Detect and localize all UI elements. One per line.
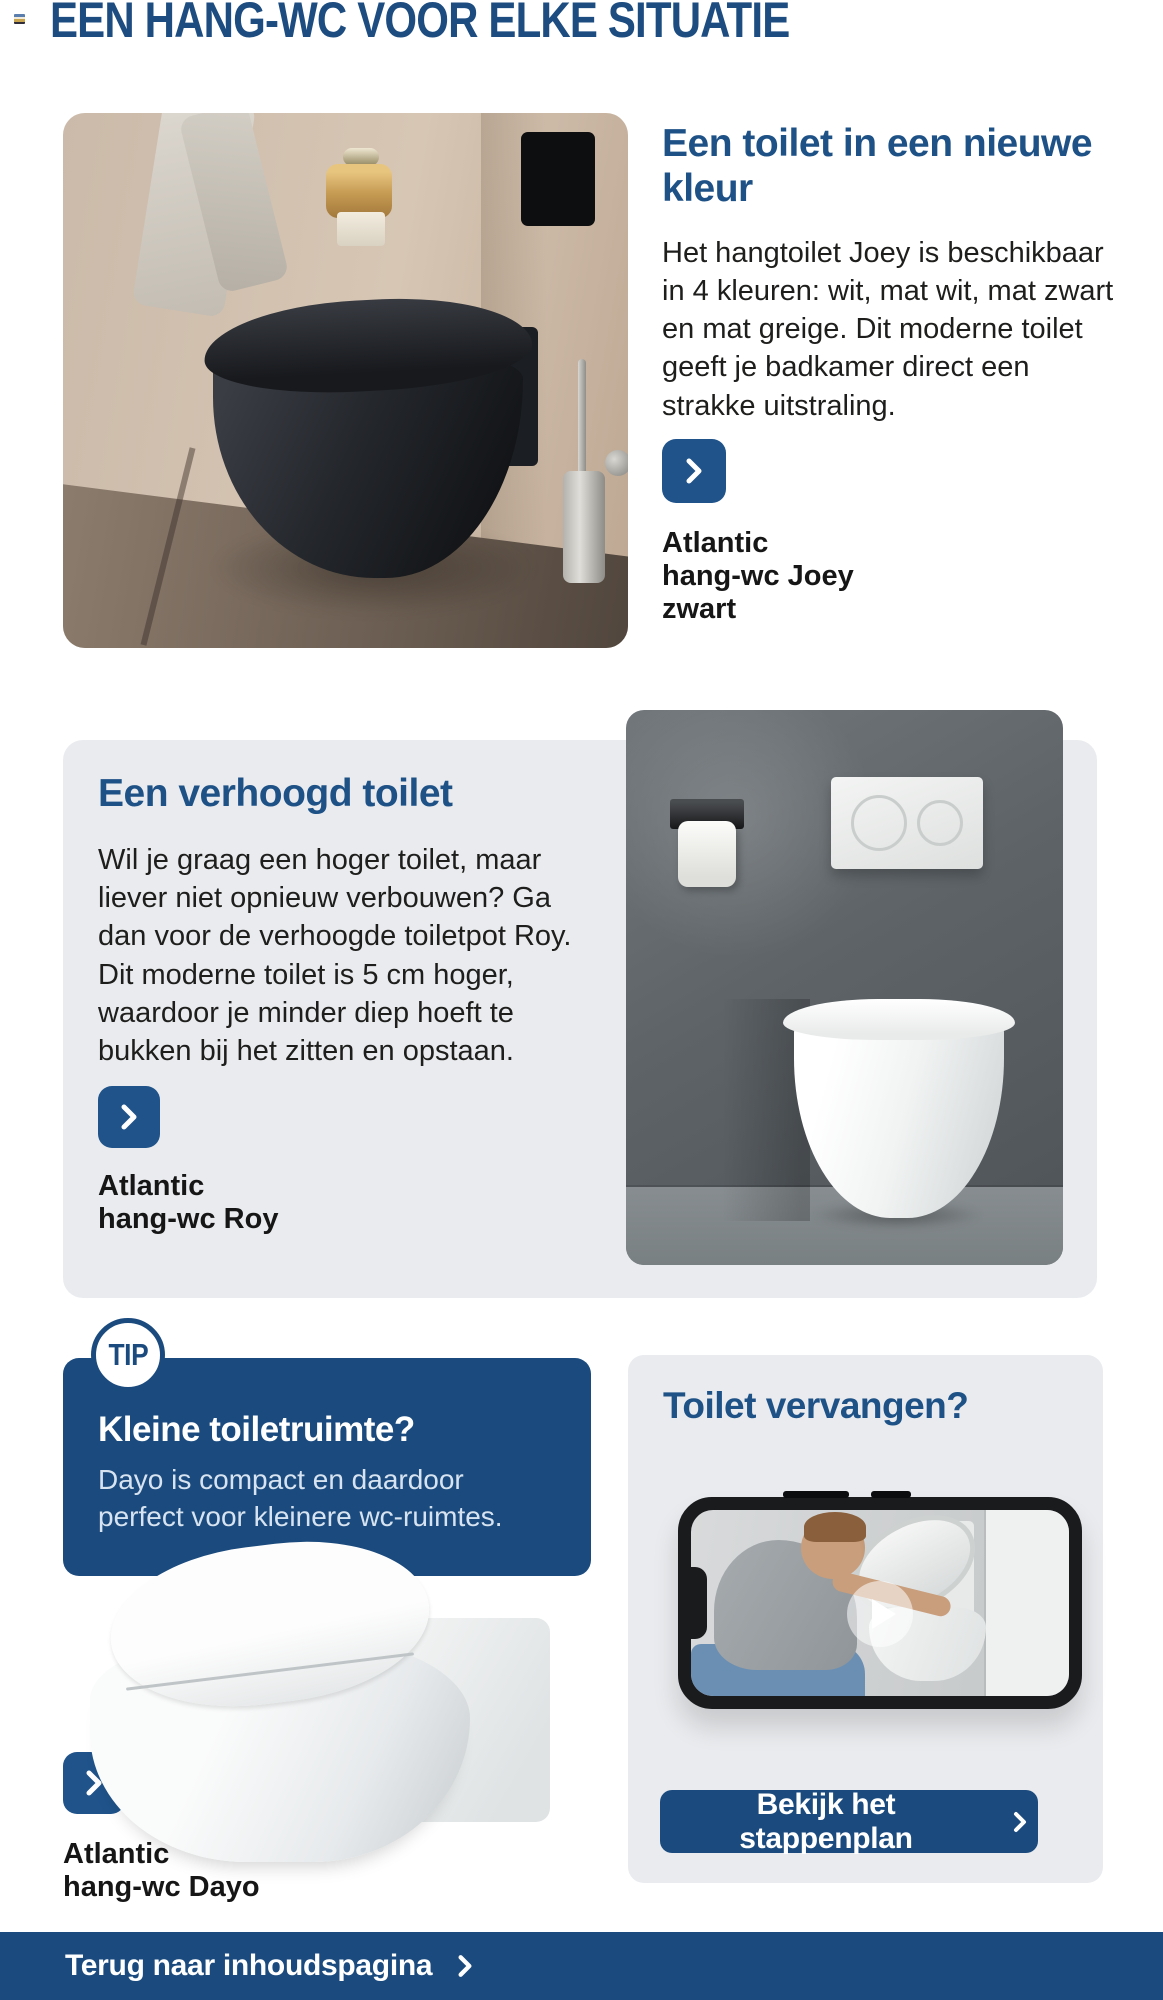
play-triangle [872, 1599, 896, 1629]
photo-roy-white-toilet [626, 710, 1063, 1265]
tip-badge-label: TIP [108, 1337, 148, 1372]
section-roy-heading: Een verhoogd toilet [98, 772, 453, 815]
footer-back-label: Terug naar inhoudspagina [65, 1949, 433, 1982]
section-roy-text [98, 772, 603, 1237]
product-label-line: Atlantic [63, 1838, 170, 1870]
vervangen-card [628, 1355, 1103, 1883]
section-joey-body: Het hangtoilet Joey is beschikbaar in 4 kleuren: wit, mat wit, mat zwart en mat greige. Dit moderne toilet geeft je badkamer direct een strakke uitstraling. [662, 236, 1114, 422]
phone-side-button [783, 1491, 849, 1498]
product-label-line: hang-wc Joey [662, 560, 854, 593]
section-roy-body: Wil je graag een hoger toilet, maar liever niet opnieuw verbouwen? Ga dan voor de verhoogde toiletpot Roy. Dit moderne toilet is 5 cm hoger, waardoor je minder diep hoeft te bukken bij het zitten en opstaan. [98, 843, 572, 1068]
section-joey-text [662, 122, 1122, 626]
product-label-line: Atlantic [98, 1170, 205, 1203]
black-flush-plate [521, 132, 595, 226]
stappenplan-button[interactable] [660, 1787, 1038, 1855]
corner-mark-stripe [14, 22, 25, 25]
white-toilet-lid [783, 999, 1015, 1041]
stappenplan-button-label: Bekijk het stappenplan [739, 1787, 913, 1855]
dayo-card-heading: Kleine toiletruimte? [98, 1410, 415, 1449]
arrow-right-icon [679, 456, 709, 486]
footer-back-link[interactable] [0, 1932, 1163, 2000]
phone-notch [690, 1567, 707, 1639]
video-still [691, 1510, 1069, 1696]
tip-badge [91, 1318, 165, 1392]
joey-product-label [662, 527, 1122, 626]
chevron-right-icon [432, 1953, 478, 1979]
toilet-paper-flap [337, 212, 385, 246]
toilet-paper-roll [678, 821, 736, 887]
roy-product-label [98, 1170, 603, 1236]
page-title: EEN HANG-WC VOOR ELKE SITUATIE [50, 0, 790, 48]
joey-product-link-button[interactable] [662, 439, 726, 503]
toilet-brush-holder [563, 471, 605, 583]
flush-button-large [851, 795, 907, 851]
toilet-brush-handle [578, 359, 586, 484]
video-phone-thumbnail[interactable] [678, 1497, 1082, 1709]
section-joey-heading: Een toilet in een nieuwe kleur [662, 122, 1093, 210]
arrow-right-icon [114, 1102, 144, 1132]
phone-side-button [871, 1491, 911, 1498]
toilet-paper-holder-gold [326, 164, 392, 218]
product-label-line: hang-wc Roy [98, 1203, 279, 1236]
photo-joey-black-toilet [63, 113, 628, 648]
brush-wall-mount [605, 450, 628, 476]
play-icon[interactable] [847, 1581, 913, 1647]
white-flush-plate [831, 777, 983, 869]
photo-dayo-white-toilet [80, 1545, 580, 1875]
product-label-line: hang-wc Dayo [63, 1871, 260, 1904]
product-label-line: Atlantic [662, 527, 769, 560]
product-label-line: zwart [662, 593, 737, 626]
roy-product-link-button[interactable] [98, 1086, 160, 1148]
chevron-right-icon [1008, 1810, 1032, 1834]
video-wall [986, 1510, 1069, 1696]
dayo-card-body: Dayo is compact en daardoor perfect voor kleinere wc-ruimtes. [98, 1464, 503, 1532]
vervangen-heading: Toilet vervangen? [663, 1385, 969, 1426]
video-man-hair [804, 1512, 866, 1542]
corner-mark [14, 14, 25, 24]
flush-button-small [917, 800, 963, 846]
